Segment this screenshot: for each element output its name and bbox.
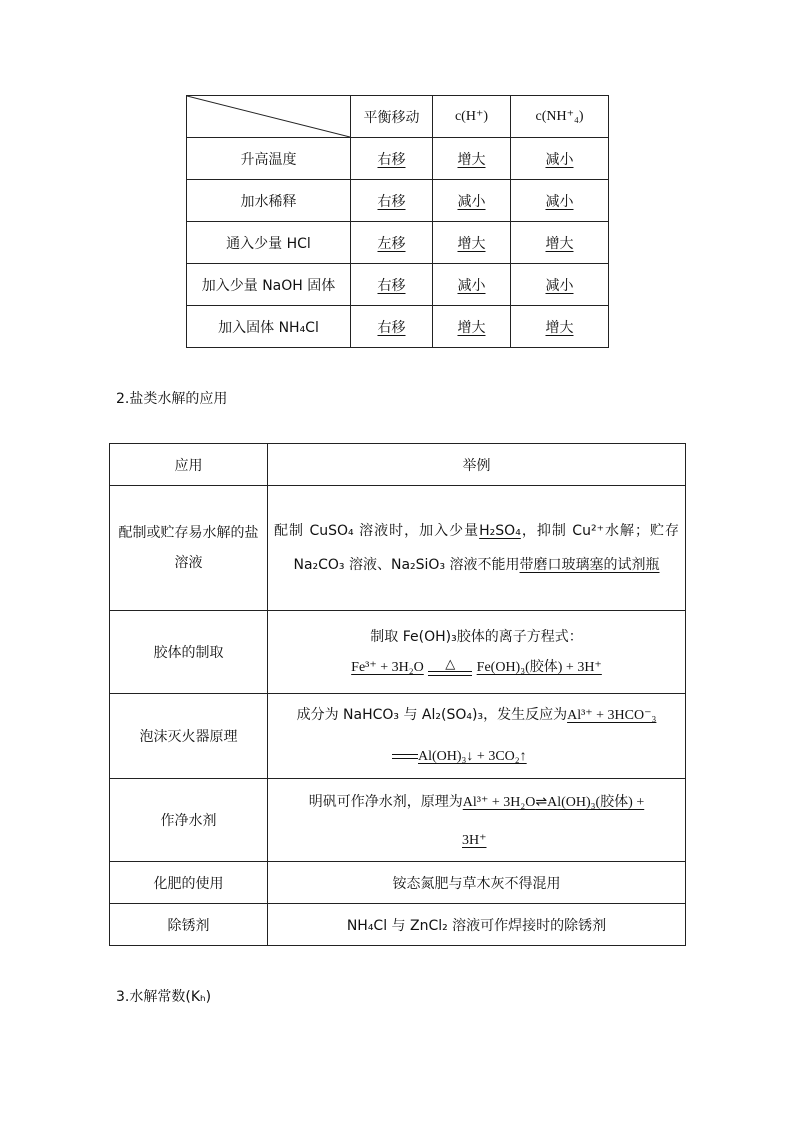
c-h-cell: 减小	[457, 193, 486, 210]
table-header-row	[187, 96, 609, 138]
c-nh4-cell: 减小	[545, 277, 574, 294]
example-cell: 铵态氮肥与草木灰不得混用	[268, 862, 686, 904]
heating-equal-sign	[428, 658, 472, 676]
application-cell: 化肥的使用	[110, 862, 268, 904]
condition-cell: 加入固体 NH₄Cl	[187, 306, 351, 348]
answer-tail: 3H⁺	[462, 833, 487, 848]
table-row	[187, 138, 609, 180]
shift-cell: 右移	[377, 277, 406, 294]
c-nh4-cell: 增大	[545, 235, 574, 252]
condition-cell: 通入少量 HCl	[187, 222, 351, 264]
example-text: ，抑制 Cu²⁺水解；贮存 Na₂CO₃ 溶液、Na₂SiO₃ 溶液不能用	[293, 523, 679, 573]
example-cell	[268, 611, 686, 694]
header-shift: 平衡移动	[351, 96, 433, 138]
equation-rhs: Fe(OH)₃(胶体) + 3H⁺	[476, 659, 602, 675]
table-row	[187, 264, 609, 306]
header-application: 应用	[110, 444, 268, 486]
table-header-row	[110, 444, 686, 486]
example-text: 明矾可作净水剂，原理为	[308, 794, 463, 810]
shift-cell: 右移	[377, 193, 406, 210]
condition-cell: 加入少量 NaOH 固体	[187, 264, 351, 306]
c-h-cell: 增大	[457, 235, 486, 252]
application-cell: 作净水剂	[110, 779, 268, 862]
table-row	[110, 904, 686, 946]
c-nh4-cell: 增大	[545, 319, 574, 336]
shift-cell: 左移	[377, 235, 406, 252]
example-cell: NH₄Cl 与 ZnCl₂ 溶液可作焊接时的除锈剂	[268, 904, 686, 946]
table-row	[110, 486, 686, 611]
c-h-cell: 增大	[457, 151, 486, 168]
c-h-cell: 减小	[457, 277, 486, 294]
example-line	[272, 782, 681, 823]
application-cell: 泡沫灭火器原理	[110, 694, 268, 779]
table-row	[187, 180, 609, 222]
condition-cell: 升高温度	[187, 138, 351, 180]
answer-rhs: Al(OH)₃↓ + 3CO₂↑	[418, 749, 527, 764]
table-row	[110, 779, 686, 862]
heating-triangle-icon: △	[445, 656, 456, 672]
example-cell	[268, 694, 686, 779]
table-row	[110, 694, 686, 779]
answer-rhs: Al(OH)₃(胶体) +	[547, 795, 645, 810]
c-nh4-cell: 减小	[545, 193, 574, 210]
example-line	[272, 695, 681, 736]
shift-cell: 右移	[377, 151, 406, 168]
example-cell	[268, 486, 686, 611]
answer-h2so4: H₂SO₄	[479, 523, 521, 539]
application-cell: 除锈剂	[110, 904, 268, 946]
section-3-heading: 3.水解常数(Kₕ)	[116, 989, 212, 1005]
example-line	[272, 823, 681, 858]
c-h-cell: 增大	[457, 319, 486, 336]
equilibrium-shift-table	[186, 95, 609, 348]
diagonal-line	[187, 96, 350, 137]
example-cell	[268, 779, 686, 862]
equation-lhs: Fe³⁺ + 3H₂O	[351, 659, 424, 675]
example-text: 成分为 NaHCO₃ 与 Al₂(SO₄)₃，发生反应为	[296, 707, 568, 723]
answer-lhs: Al³⁺ + 3HCO⁻₃	[567, 708, 657, 723]
section-2-heading: 2.盐类水解的应用	[116, 391, 228, 407]
equation-fe-oh3	[272, 652, 681, 683]
c-nh4-cell: 减小	[545, 151, 574, 168]
application-cell: 胶体的制取	[110, 611, 268, 694]
table-row	[187, 306, 609, 348]
equal-sign	[392, 754, 418, 759]
table-row	[110, 611, 686, 694]
condition-cell: 加水稀释	[187, 180, 351, 222]
diagonal-header-cell	[187, 96, 351, 138]
example-line	[272, 736, 681, 777]
header-c-h: c(H⁺)	[433, 96, 511, 138]
answer-lhs: Al³⁺ + 3H₂O	[462, 795, 536, 810]
shift-cell: 右移	[377, 319, 406, 336]
equilibrium-sign: ⇌	[535, 794, 548, 810]
table-row	[110, 862, 686, 904]
header-example: 举例	[268, 444, 686, 486]
header-c-nh4: c(NH⁺₄)	[511, 96, 609, 138]
example-text: 制取 Fe(OH)₃胶体的离子方程式：	[370, 628, 583, 645]
example-text: 配制 CuSO₄ 溶液时，加入少量	[274, 523, 480, 539]
table-row	[187, 222, 609, 264]
answer-ground-glass-bottle: 带磨口玻璃塞的试剂瓶	[519, 557, 660, 573]
application-cell: 配制或贮存易水解的盐溶液	[110, 486, 268, 611]
hydrolysis-application-table	[109, 443, 686, 946]
